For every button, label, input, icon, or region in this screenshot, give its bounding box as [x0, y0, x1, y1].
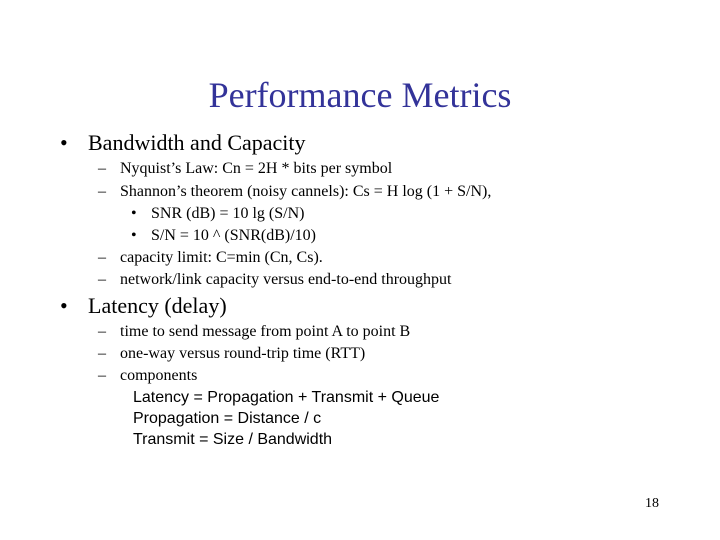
subitem-capacity-limit — [98, 247, 323, 268]
subsubitem-text: S/N = 10 ^ (SNR(dB)/10) — [151, 227, 316, 244]
subitem-text: network/link capacity versus end-to-end throughput — [120, 271, 452, 288]
subitem-components — [98, 365, 197, 386]
subitem-text: Shannon’s theorem (noisy cannels): Cs = H log (1 + S/N), — [120, 183, 492, 200]
dash-mark: – — [98, 249, 106, 266]
dot-mark: • — [131, 205, 137, 222]
dash-mark: – — [98, 367, 106, 384]
dash-mark: – — [98, 271, 106, 288]
subitem-time-to-send — [98, 321, 410, 342]
subitem-text: one-way versus round-trip time (RTT) — [120, 345, 366, 362]
subitem-rtt — [98, 343, 365, 364]
subsubitem-snr-db — [131, 203, 304, 224]
bullet-text: Bandwidth and Capacity — [88, 130, 306, 155]
dash-mark: – — [98, 183, 106, 200]
subitem-text: time to send message from point A to point B — [120, 323, 411, 340]
subsubitem-text: SNR (dB) = 10 lg (S/N) — [151, 205, 305, 222]
subitem-text: components — [120, 367, 198, 384]
formula-transmit: Transmit = Size / Bandwidth — [133, 431, 333, 448]
subsubitem-sn-ratio — [131, 225, 316, 246]
formula-latency: Latency = Propagation + Transmit + Queue — [133, 389, 440, 406]
bullet-bandwidth-capacity — [60, 129, 306, 157]
subitem-throughput — [98, 269, 451, 290]
dash-mark: – — [98, 160, 106, 177]
subitem-text: Nyquist’s Law: Cn = 2H * bits per symbol — [120, 160, 393, 177]
dash-mark: – — [98, 345, 106, 362]
subitem-text: capacity limit: C=min (Cn, Cs). — [120, 249, 323, 266]
bullet-mark: • — [60, 293, 68, 318]
bullet-latency — [60, 292, 227, 320]
dash-mark: – — [98, 323, 106, 340]
subitem-shannon — [98, 181, 491, 202]
bullet-text: Latency (delay) — [88, 293, 227, 318]
dot-mark: • — [131, 227, 137, 244]
formula-propagation: Propagation = Distance / c — [133, 410, 322, 427]
subitem-nyquist — [98, 158, 392, 179]
slide-title: Performance Metrics — [208, 75, 512, 115]
bullet-mark: • — [60, 130, 68, 155]
page-number: 18 — [645, 496, 659, 511]
